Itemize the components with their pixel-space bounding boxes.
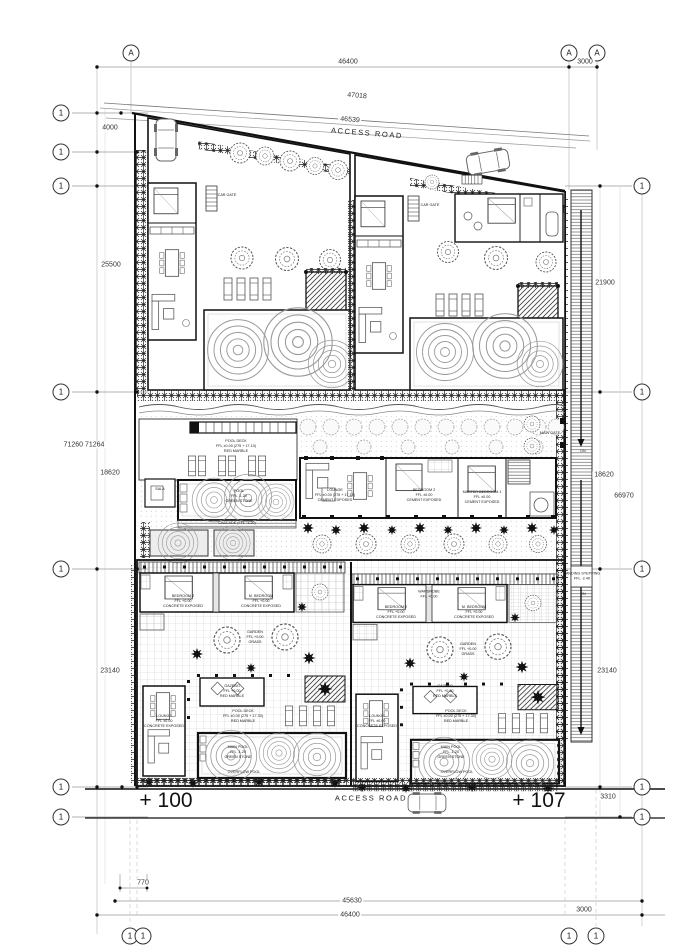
dim-left-setback: 4000 <box>102 124 118 132</box>
grid-bubble-b4: 1 <box>588 928 605 945</box>
label-overflow-left: OVERFLOW POOL <box>227 770 261 775</box>
label-bedroom2-villa-left: BEDROOM 2 FFL +0.00 CONCRETE EXPOSED <box>163 594 203 609</box>
label-car-gate-right: CAR GATE <box>420 203 440 208</box>
dim-left-total: 71260 71264 <box>63 441 105 449</box>
grid-bubble-l1: 1 <box>53 105 70 122</box>
dim-right-corner: 3310 <box>600 793 616 801</box>
label-pool-center: POOL FFL -1.20 GREEN STONE <box>225 489 253 504</box>
label-lounge-villa-left: LOUNGE FFL ±0.00 CONCRETE EXPOSED <box>144 714 184 729</box>
label-main-pool-left: MAIN POOL FFL -1.20 GREEN STONE <box>224 745 252 760</box>
label-garden-left: GARDEN FFL +0.00 GRASS <box>246 630 264 645</box>
dim-right-mid: 18620 <box>594 471 614 479</box>
label-gazebo-right: GAZEBO FFL +0.00 RED MARBLE <box>432 684 458 699</box>
grid-bubble-a2: A <box>561 45 578 62</box>
grid-bubble-l5: 1 <box>53 561 70 578</box>
grid-bubble-a1: A <box>123 45 140 62</box>
top-villa-left <box>134 118 356 390</box>
dim-bottom-offset: 3000 <box>576 906 592 914</box>
access-road-bottom-label: ACCESS ROAD <box>334 793 408 803</box>
dim-road-outer: 47018 <box>347 91 367 101</box>
dim-right-total: 66970 <box>614 492 634 500</box>
grid-bubble-l7: 1 <box>53 809 70 826</box>
level-right: + 107 <box>512 789 566 812</box>
dim-road-inner: 46539 <box>340 115 360 125</box>
label-car-gate-left: CAR GATE <box>217 193 237 198</box>
label-lounge-villa-right: LOUNGE FFL ±0.00 CONCRETE EXPOSED <box>357 714 397 729</box>
grid-bubble-r3: 1 <box>634 561 651 578</box>
grid-bubble-l4: 1 <box>53 384 70 401</box>
label-garden-right: GARDEN FFL +0.00 GRASS <box>459 642 477 657</box>
label-master-villa-left: M. BEDROOM FFL +0.00 CONCRETE EXPOSED <box>241 594 281 609</box>
level-left: + 100 <box>139 789 193 812</box>
dim-left-mid: 18620 <box>100 469 120 477</box>
label-overflow-right: OVERFLOW POOL <box>440 770 474 775</box>
dim-top-offset: 3000 <box>577 58 593 66</box>
grid-bubble-b1: 1 <box>122 928 139 945</box>
label-landing: LANDING STEPPING FFL -2.40 <box>563 572 601 581</box>
grid-bubble-b3: 1 <box>561 928 578 945</box>
label-cascade: CASCADE (FFL -1.20) <box>218 521 256 526</box>
label-bedroom2-center: BEDROOM 2 FFL ±0.00 CEMENT EXPOSED <box>406 488 442 503</box>
label-sala: SALA <box>155 487 165 492</box>
dim-bottom-width: 46400 <box>340 911 360 919</box>
label-dn-2: DN <box>580 592 586 597</box>
dim-right-lower: 23140 <box>597 667 617 675</box>
grid-bubble-l2: 1 <box>53 144 70 161</box>
access-road-top-label: ACCESS ROAD <box>330 125 404 141</box>
label-master-bedroom-center: MASTER BEDROOM 1 FFL ±0.00 CEMENT EXPOSED <box>462 490 502 505</box>
label-dn-1: DN <box>580 449 586 454</box>
dim-bottom-inner: 45630 <box>342 897 362 905</box>
label-master-villa-right: M. BEDROOM FFL +0.00 CONCRETE EXPOSED <box>454 605 494 620</box>
grid-bubble-l3: 1 <box>53 178 70 195</box>
label-main-pool-right: MAIN POOL FFL -1.20 GREEN STONE <box>437 745 465 760</box>
dim-left-upper: 25500 <box>101 261 121 269</box>
label-lounge-center: LOUNGE FFL ±0.00 (275 + 17.15) CEMENT EXPOSED <box>314 488 356 503</box>
grid-bubble-r2: 1 <box>634 384 651 401</box>
grid-bubble-a3: A <box>589 45 606 62</box>
dim-left-lower: 23140 <box>100 667 120 675</box>
dim-left-corner: 770 <box>137 879 149 887</box>
label-bedroom2-villa-right: BEDROOM 2 FFL +0.00 CONCRETE EXPOSED <box>376 605 416 620</box>
label-gazebo-left: GAZEBO FFL +0.00 RED MARBLE <box>219 684 245 699</box>
grid-bubble-b2: 1 <box>135 928 152 945</box>
dim-top-width: 46400 <box>338 58 358 66</box>
label-pool-deck-villa-right: POOL DECK FFL ±0.00 (275 + 17.30) RED MARBLE <box>435 709 477 724</box>
top-villa-right <box>348 147 565 390</box>
label-pool-deck-villa-left: POOL DECK FFL ±0.00 (275 + 17.30) RED MARBLE <box>222 709 264 724</box>
label-main-gate: MAIN GATE <box>539 431 561 436</box>
dim-right-upper: 21900 <box>595 279 615 287</box>
stream-band <box>137 390 565 415</box>
grid-bubble-r5: 1 <box>634 809 651 826</box>
grid-bubble-r1: 1 <box>634 178 651 195</box>
label-wardrobe: WARDROBE FFL +0.00 <box>418 590 440 599</box>
grid-bubble-l6: 1 <box>53 779 70 796</box>
car-bottom-road <box>408 792 446 814</box>
grid-bubble-r4: 1 <box>634 779 651 796</box>
label-pool-deck-center: POOL DECK FFL ±0.00 (275 + 17.10) RED MARBLE <box>215 439 257 454</box>
